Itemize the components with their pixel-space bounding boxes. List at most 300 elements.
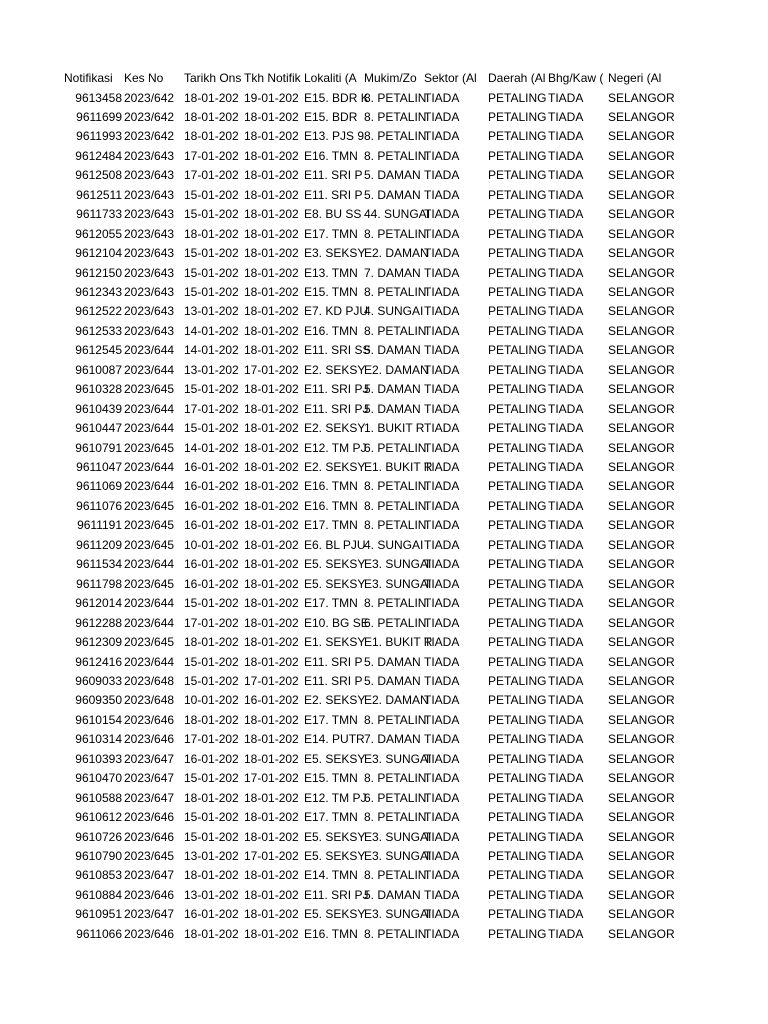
column-header: Negeri (Al xyxy=(608,71,662,85)
table-cell: 15-01-202 xyxy=(184,284,239,299)
table-cell: 2023/646 xyxy=(124,712,175,727)
table-cell: PETALING xyxy=(488,284,547,299)
column-header: Sektor (Al xyxy=(424,71,477,85)
table-cell: PETALING xyxy=(488,518,547,533)
table-cell: TIADA xyxy=(424,810,460,825)
table-cell: E5. SEKSY xyxy=(304,907,366,922)
table-cell: 18-01-202 xyxy=(244,557,299,572)
table-row xyxy=(0,536,768,555)
table-cell: PETALING xyxy=(488,751,547,766)
table-row xyxy=(0,653,768,672)
table-cell: 8. PETALIN xyxy=(364,712,427,727)
table-row xyxy=(0,672,768,691)
table-cell: PETALING xyxy=(488,90,547,105)
table-row xyxy=(0,847,768,866)
table-cell: SELANGOR xyxy=(608,109,675,124)
table-cell: PETALING xyxy=(488,401,547,416)
table-cell: 2023/643 xyxy=(124,265,175,280)
table-cell: E16. TMN xyxy=(304,323,358,338)
table-cell: E3. SUNGAI xyxy=(364,751,432,766)
table-cell: TIADA xyxy=(424,207,460,222)
table-row xyxy=(0,769,768,788)
table-cell: 8. PETALIN xyxy=(364,479,427,494)
table-cell: 18-01-202 xyxy=(184,790,239,805)
table-cell: SELANGOR xyxy=(608,712,675,727)
table-cell: SELANGOR xyxy=(608,751,675,766)
table-cell: 8. PETALIN xyxy=(364,518,427,533)
table-cell: 2023/647 xyxy=(124,907,175,922)
table-cell: 9611076 xyxy=(76,498,122,513)
table-cell: 15-01-202 xyxy=(184,654,239,669)
table-cell: 9610853 xyxy=(75,868,122,883)
table-cell: E13. TMN xyxy=(304,265,358,280)
table-cell: E2. SEKSY xyxy=(304,460,366,474)
table-cell: E16. TMN xyxy=(304,498,358,513)
table-cell: E1. BUKIT R xyxy=(364,635,433,649)
table-cell: TIADA xyxy=(548,576,584,591)
table-cell: PETALING xyxy=(488,207,547,222)
table-cell: 9612416 xyxy=(75,654,122,669)
table-row xyxy=(0,419,768,438)
table-cell: 8. PETALIN xyxy=(364,226,427,241)
table-cell: 5. DAMAN xyxy=(364,168,421,183)
table-cell: TIADA xyxy=(548,654,584,669)
table-cell: 6. PETALIN xyxy=(364,615,427,630)
table-row xyxy=(0,439,768,458)
table-cell: E11. SRI PJ xyxy=(304,887,369,902)
table-cell: 14-01-202 xyxy=(184,440,239,455)
table-cell: TIADA xyxy=(424,790,460,805)
table-cell: PETALING xyxy=(488,304,547,319)
table-cell: 14-01-202 xyxy=(184,343,239,358)
header-row xyxy=(0,69,768,88)
table-cell: 18-01-202 xyxy=(244,518,299,533)
table-cell: E5. SEKSY xyxy=(304,751,366,766)
table-cell: 16-01-202 xyxy=(184,557,239,572)
table-cell: TIADA xyxy=(424,576,460,591)
table-cell: E2. SEKSY xyxy=(304,421,366,436)
table-cell: 9612508 xyxy=(75,168,122,183)
table-cell: TIADA xyxy=(548,265,584,280)
table-cell: E17. TMN xyxy=(304,810,358,825)
table-row xyxy=(0,186,768,205)
table-cell: 2023/647 xyxy=(124,751,175,766)
table-cell: SELANGOR xyxy=(608,90,675,105)
table-cell: 18-01-202 xyxy=(244,421,299,436)
table-row xyxy=(0,808,768,827)
table-cell: SELANGOR xyxy=(608,207,675,222)
table-cell: SELANGOR xyxy=(608,576,675,591)
table-row xyxy=(0,497,768,516)
table-cell: 9611066 xyxy=(76,926,122,941)
table-cell: 9612014 xyxy=(75,596,122,611)
table-cell: 17-01-202 xyxy=(184,148,239,163)
table-cell: 2023/645 xyxy=(124,537,175,552)
table-cell: E2. SEKSY xyxy=(304,693,366,708)
table-cell: PETALING xyxy=(488,654,547,669)
table-cell: 18-01-202 xyxy=(244,576,299,591)
table-cell: PETALING xyxy=(488,615,547,630)
table-cell: SELANGOR xyxy=(608,693,675,708)
table-cell: E3. SUNGAI xyxy=(364,829,432,844)
column-header: Tarikh Ons xyxy=(184,71,242,85)
table-cell: 19-01-202 xyxy=(244,90,299,105)
table-cell: TIADA xyxy=(548,751,584,766)
table-cell: E14. PUTR xyxy=(304,732,365,747)
table-cell: SELANGOR xyxy=(608,226,675,241)
table-row xyxy=(0,244,768,263)
column-header: Lokaliti (A xyxy=(304,71,357,85)
table-cell: 10-01-202 xyxy=(184,693,239,708)
table-cell: 2023/645 xyxy=(124,440,175,455)
table-cell: TIADA xyxy=(548,771,584,786)
table-cell: SELANGOR xyxy=(608,265,675,280)
table-cell: 9609350 xyxy=(75,693,122,708)
table-row xyxy=(0,730,768,749)
table-cell: TIADA xyxy=(548,868,584,883)
table-cell: SELANGOR xyxy=(608,148,675,163)
table-cell: E17. TMN xyxy=(304,518,358,533)
table-row xyxy=(0,147,768,166)
table-cell: TIADA xyxy=(548,537,584,552)
table-cell: TIADA xyxy=(424,732,460,747)
table-cell: SELANGOR xyxy=(608,557,675,572)
table-cell: 5. DAMAN xyxy=(364,673,421,688)
table-cell: 9612288 xyxy=(75,615,122,630)
table-cell: E2. SEKSY xyxy=(304,362,366,377)
table-cell: 2023/647 xyxy=(124,868,175,883)
table-cell: PETALING xyxy=(488,557,547,572)
table-cell: 2023/644 xyxy=(124,362,175,377)
table-cell: 8. PETALIN xyxy=(364,926,427,941)
table-cell: SELANGOR xyxy=(608,790,675,805)
table-cell: 15-01-202 xyxy=(184,829,239,844)
table-cell: 2023/644 xyxy=(124,460,175,474)
table-cell: 2023/648 xyxy=(124,673,175,688)
table-cell: 9611733 xyxy=(76,207,122,222)
table-cell: 18-01-202 xyxy=(184,868,239,883)
table-cell: SELANGOR xyxy=(608,926,675,941)
table-cell: PETALING xyxy=(488,382,547,397)
table-cell: PETALING xyxy=(488,129,547,144)
table-cell: SELANGOR xyxy=(608,323,675,338)
table-cell: TIADA xyxy=(424,479,460,494)
table-cell: E3. SEKSY xyxy=(304,246,366,260)
table-cell: 2023/643 xyxy=(124,148,175,163)
table-cell: 8. PETALIN xyxy=(364,596,427,611)
table-cell: 5. DAMAN xyxy=(364,401,421,416)
table-cell: 9613458 xyxy=(75,90,122,105)
table-cell: 18-01-202 xyxy=(184,712,239,727)
table-cell: SELANGOR xyxy=(608,382,675,397)
table-cell: 44. SUNGAI xyxy=(364,207,431,222)
table-cell: SELANGOR xyxy=(608,498,675,513)
table-cell: SELANGOR xyxy=(608,440,675,455)
table-cell: 18-01-202 xyxy=(184,129,239,144)
table-cell: 18-01-202 xyxy=(244,479,299,494)
table-cell: 16-01-202 xyxy=(184,907,239,922)
table-cell: 2023/642 xyxy=(124,129,175,144)
table-row xyxy=(0,925,768,944)
table-cell: 17-01-202 xyxy=(244,849,299,863)
table-row xyxy=(0,322,768,341)
table-cell: 5. DAMAN xyxy=(364,654,421,669)
table-cell: TIADA xyxy=(424,284,460,299)
table-cell: 4. SUNGAI xyxy=(364,304,424,319)
table-row xyxy=(0,905,768,924)
table-cell: TIADA xyxy=(548,615,584,630)
table-cell: 18-01-202 xyxy=(244,401,299,416)
table-cell: 15-01-202 xyxy=(184,265,239,280)
table-cell: 15-01-202 xyxy=(184,771,239,786)
table-cell: 18-01-202 xyxy=(244,148,299,163)
table-cell: TIADA xyxy=(424,323,460,338)
table-cell: TIADA xyxy=(548,673,584,688)
table-cell: 9610087 xyxy=(75,362,122,377)
table-cell: TIADA xyxy=(548,304,584,319)
table-cell: 2023/647 xyxy=(124,771,175,786)
table-cell: SELANGOR xyxy=(608,518,675,533)
table-cell: 9611534 xyxy=(76,557,122,572)
table-cell: SELANGOR xyxy=(608,771,675,786)
table-cell: PETALING xyxy=(488,109,547,124)
table-cell: E1. SEKSY xyxy=(304,635,366,649)
table-cell: 2023/644 xyxy=(124,401,175,416)
table-cell: 16-01-202 xyxy=(184,518,239,533)
table-cell: 13-01-202 xyxy=(184,304,239,319)
table-cell: 9611069 xyxy=(76,479,122,494)
table-cell: 9610726 xyxy=(75,829,122,844)
table-cell: TIADA xyxy=(424,362,460,377)
table-cell: 2023/643 xyxy=(124,304,175,319)
table-cell: SELANGOR xyxy=(608,615,675,630)
table-cell: PETALING xyxy=(488,673,547,688)
table-cell: 8. PETALIN xyxy=(364,284,427,299)
table-cell: PETALING xyxy=(488,265,547,280)
table-row xyxy=(0,89,768,108)
table-cell: PETALING xyxy=(488,323,547,338)
table-row xyxy=(0,516,768,535)
table-cell: 2023/643 xyxy=(124,168,175,183)
table-cell: E11. SRI P xyxy=(304,673,363,688)
table-cell: SELANGOR xyxy=(608,810,675,825)
table-cell: E12. TM PJ xyxy=(304,440,367,455)
table-cell: E3. SUNGAI xyxy=(364,849,432,863)
table-cell: 15-01-202 xyxy=(184,421,239,436)
table-cell: 18-01-202 xyxy=(244,615,299,630)
table-cell: 2023/647 xyxy=(124,790,175,805)
table-cell: E11. SRI PJ xyxy=(304,401,369,416)
table-cell: 2023/645 xyxy=(124,382,175,397)
table-cell: TIADA xyxy=(548,635,584,649)
table-row xyxy=(0,633,768,652)
table-cell: 14-01-202 xyxy=(184,323,239,338)
table-cell: 18-01-202 xyxy=(244,168,299,183)
table-cell: 18-01-202 xyxy=(184,635,239,649)
table-row xyxy=(0,594,768,613)
table-cell: 16-01-202 xyxy=(184,460,239,474)
table-cell: SELANGOR xyxy=(608,829,675,844)
table-cell: 16-01-202 xyxy=(184,479,239,494)
table-cell: 18-01-202 xyxy=(244,265,299,280)
table-row xyxy=(0,789,768,808)
table-cell: TIADA xyxy=(424,226,460,241)
table-cell: 2023/644 xyxy=(124,343,175,358)
table-cell: PETALING xyxy=(488,887,547,902)
table-cell: 1. BUKIT R xyxy=(364,421,425,436)
table-cell: TIADA xyxy=(548,129,584,144)
table-cell: E17. TMN xyxy=(304,226,358,241)
table-cell: 2023/644 xyxy=(124,654,175,669)
table-cell: 2023/645 xyxy=(124,498,175,513)
table-cell: 17-01-202 xyxy=(244,362,299,377)
table-cell: 9610439 xyxy=(75,401,122,416)
table-row xyxy=(0,108,768,127)
table-cell: 2023/646 xyxy=(124,732,175,747)
table-cell: 18-01-202 xyxy=(244,868,299,883)
table-cell: SELANGOR xyxy=(608,635,675,649)
table-cell: 5. DAMAN xyxy=(364,187,421,202)
table-cell: TIADA xyxy=(548,557,584,572)
table-cell: 9610791 xyxy=(75,440,122,455)
table-cell: PETALING xyxy=(488,440,547,455)
table-cell: 18-01-202 xyxy=(184,109,239,124)
table-cell: TIADA xyxy=(548,401,584,416)
table-cell: PETALING xyxy=(488,790,547,805)
table-cell: PETALING xyxy=(488,460,547,474)
table-cell: 15-01-202 xyxy=(184,382,239,397)
table-cell: TIADA xyxy=(424,673,460,688)
table-row xyxy=(0,302,768,321)
table-row xyxy=(0,555,768,574)
table-cell: 18-01-202 xyxy=(244,460,299,474)
table-cell: TIADA xyxy=(548,323,584,338)
table-cell: SELANGOR xyxy=(608,362,675,377)
table-cell: E10. BG SE xyxy=(304,615,369,630)
table-cell: SELANGOR xyxy=(608,168,675,183)
table-cell: PETALING xyxy=(488,693,547,708)
table-cell: TIADA xyxy=(548,362,584,377)
table-cell: TIADA xyxy=(548,246,584,260)
table-cell: 9610790 xyxy=(75,849,122,863)
table-cell: E11. SRI PJ xyxy=(304,382,369,397)
table-row xyxy=(0,166,768,185)
table-cell: PETALING xyxy=(488,576,547,591)
table-cell: 9611798 xyxy=(76,576,122,591)
table-cell: 18-01-202 xyxy=(244,887,299,902)
table-cell: 9610884 xyxy=(75,887,122,902)
table-cell: 18-01-202 xyxy=(184,226,239,241)
table-cell: 18-01-202 xyxy=(244,498,299,513)
table-row xyxy=(0,205,768,224)
table-row xyxy=(0,575,768,594)
table-cell: 9611209 xyxy=(76,537,122,552)
table-cell: TIADA xyxy=(424,712,460,727)
table-cell: 18-01-202 xyxy=(184,926,239,941)
table-cell: TIADA xyxy=(548,382,584,397)
table-cell: TIADA xyxy=(424,518,460,533)
table-cell: TIADA xyxy=(548,90,584,105)
table-row xyxy=(0,400,768,419)
table-cell: E17. TMN xyxy=(304,596,358,611)
table-cell: 2023/644 xyxy=(124,615,175,630)
table-cell: 18-01-202 xyxy=(244,187,299,202)
table-cell: 9610393 xyxy=(75,751,122,766)
table-cell: 9612533 xyxy=(75,323,122,338)
table-cell: 18-01-202 xyxy=(244,304,299,319)
table-cell: 9612545 xyxy=(75,343,122,358)
table-cell: 2023/646 xyxy=(124,810,175,825)
table-cell: 8. PETALIN xyxy=(364,323,427,338)
table-cell: 9611993 xyxy=(76,129,122,144)
table-cell: 18-01-202 xyxy=(244,926,299,941)
table-cell: 9610447 xyxy=(75,421,122,436)
table-cell: 8. PETALIN xyxy=(364,498,427,513)
table-cell: SELANGOR xyxy=(608,304,675,319)
table-row xyxy=(0,886,768,905)
table-cell: 17-01-202 xyxy=(184,401,239,416)
table-cell: 15-01-202 xyxy=(184,673,239,688)
table-cell: 8. PETALIN xyxy=(364,90,427,105)
table-cell: PETALING xyxy=(488,732,547,747)
table-cell: 15-01-202 xyxy=(184,810,239,825)
table-cell: TIADA xyxy=(424,537,460,552)
table-cell: 13-01-202 xyxy=(184,887,239,902)
table-cell: SELANGOR xyxy=(608,479,675,494)
table-cell: 2023/644 xyxy=(124,421,175,436)
table-cell: E15. BDR xyxy=(304,109,358,124)
table-cell: E5. SEKSY xyxy=(304,576,366,591)
table-cell: TIADA xyxy=(424,635,460,649)
table-row xyxy=(0,225,768,244)
table-cell: TIADA xyxy=(424,868,460,883)
table-cell: TIADA xyxy=(548,829,584,844)
table-cell: 16-01-202 xyxy=(244,693,299,708)
table-cell: TIADA xyxy=(548,790,584,805)
table-cell: E11. SRI SS xyxy=(304,343,371,358)
table-cell: 2023/643 xyxy=(124,284,175,299)
table-cell: SELANGOR xyxy=(608,868,675,883)
table-cell: E7. KD PJU xyxy=(304,304,369,319)
table-cell: 18-01-202 xyxy=(244,635,299,649)
table-row xyxy=(0,750,768,769)
table-cell: E6. BL PJU xyxy=(304,537,366,552)
table-cell: 18-01-202 xyxy=(244,440,299,455)
table-row xyxy=(0,614,768,633)
table-row xyxy=(0,828,768,847)
table-cell: PETALING xyxy=(488,479,547,494)
table-cell: SELANGOR xyxy=(608,654,675,669)
table-cell: 2023/645 xyxy=(124,576,175,591)
table-cell: 15-01-202 xyxy=(184,246,239,260)
table-cell: E2. DAMAN xyxy=(364,693,429,708)
table-cell: 18-01-202 xyxy=(244,382,299,397)
table-cell: 9611699 xyxy=(76,109,122,124)
table-cell: TIADA xyxy=(548,109,584,124)
table-cell: TIADA xyxy=(548,207,584,222)
table-cell: PETALING xyxy=(488,226,547,241)
table-cell: 9612104 xyxy=(75,246,122,260)
table-cell: PETALING xyxy=(488,810,547,825)
table-row xyxy=(0,691,768,710)
table-cell: 9610588 xyxy=(75,790,122,805)
column-header: Mukim/Zo xyxy=(364,71,417,85)
table-row xyxy=(0,866,768,885)
table-cell: E11. SRI P xyxy=(304,187,363,202)
table-row xyxy=(0,283,768,302)
table-cell: SELANGOR xyxy=(608,596,675,611)
column-header: Tkh Notifik xyxy=(244,71,301,85)
